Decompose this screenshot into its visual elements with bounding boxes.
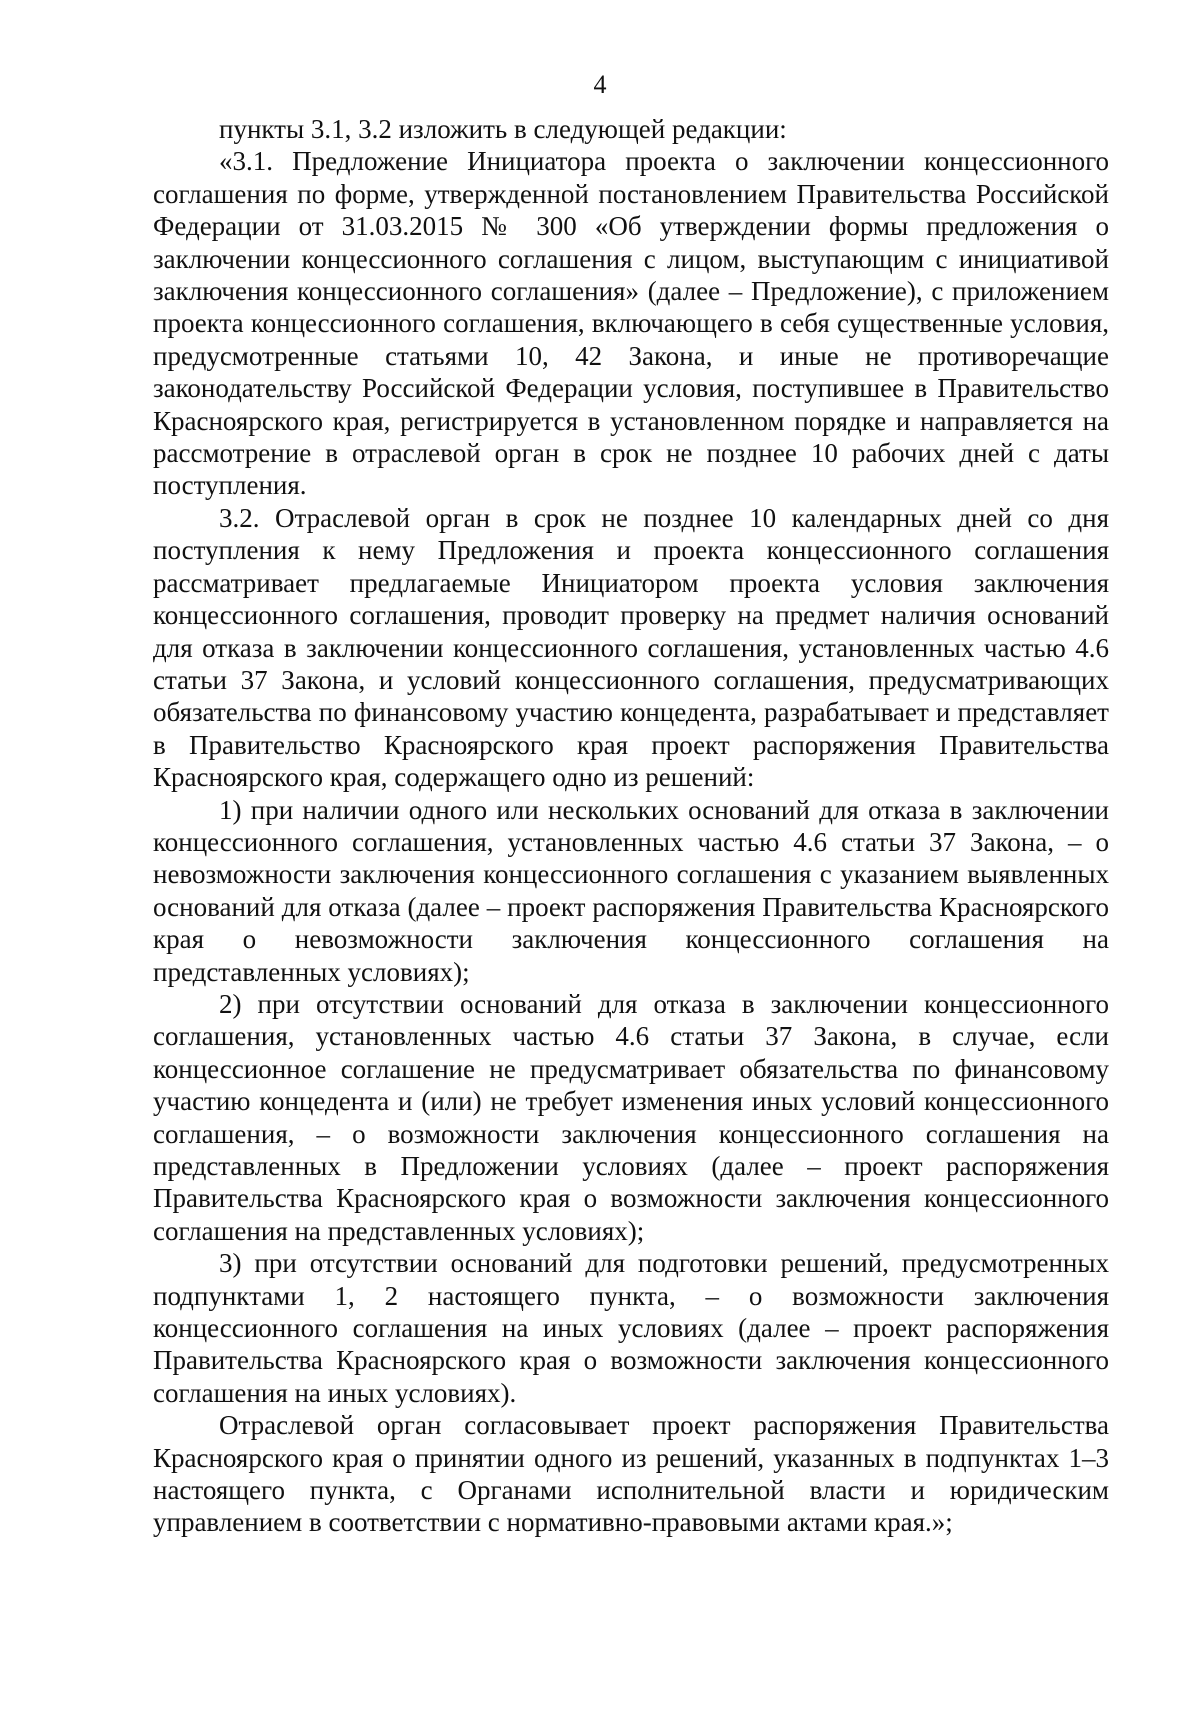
paragraph-3-2: 3.2. Отраслевой орган в срок не позднее 10 календарных дней со дня поступления к нему Предложения и проекта концессионного соглашения рассматривает предлагаемые Инициатором проекта условия заключения концессионного соглашения, проводит проверку на предмет наличия оснований для отказа в заключении концессионного соглашения, установленных частью 4.6 статьи 37 Закона, и условий концессионного соглашения, предусматривающих обязательства по финансовому участию концедента, разрабатывает и представляет в Правительство Красноярского края проект распоряжения Правительства Красноярского края, содержащего одно из решений: (153, 502, 1109, 793)
subparagraph-3: 3) при отсутствии оснований для подготовки решений, предусмотренных подпунктами 1, 2 настоящего пункта, – о возможности заключения концессионного соглашения на иных условиях (далее – проект распоряжения Правительства Красноярского края о возможности заключения концессионного соглашения на иных условиях). (153, 1248, 1109, 1408)
paragraph-3-1: «3.1. Предложение Инициатора проекта о заключении концессионного соглашения по форме, утвержденной постановлением Правительства Российской Федерации от 31.03.2015 № 300 «Об утверждении формы предложения о заключении концессионного соглашения с лицом, выступающим с инициативой заключения концессионного соглашения» (далее – Предложение), с приложением проекта концессионного соглашения, включающего в себя существенные условия, предусмотренные статьями 10, 42 Закона, и иные не противоречащие законодательству Российской Федерации условия, поступившее в Правительство Красноярского края, регистрируется в установленном порядке и направляется на рассмотрение в отраслевой орган в срок не позднее 10 рабочих дней с даты поступления. (153, 146, 1109, 501)
document-body (153, 113, 1109, 1539)
paragraph-approval: Отраслевой орган согласовывает проект распоряжения Правительства Красноярского края о принятии одного из решений, указанных в подпунктах 1–3 настоящего пункта, с Органами исполнительной власти и юридическим управлением в соответствии с нормативно-правовыми актами края.»; (153, 1410, 1109, 1538)
page-number: 4 (593, 70, 607, 99)
subparagraph-2: 2) при отсутствии оснований для отказа в заключении концессионного соглашения, установленных частью 4.6 статьи 37 Закона, в случае, если концессионное соглашение не предусматривает обязательства по финансовому участию концедента и (или) не требует изменения иных условий концессионного соглашения, – о возможности заключения концессионного соглашения на представленных в Предложении условиях (далее – проект распоряжения Правительства Красноярского края о возможности заключения концессионного соглашения на представленных условиях); (153, 988, 1109, 1246)
paragraph-intro: пункты 3.1, 3.2 изложить в следующей редакции: (219, 114, 787, 144)
subparagraph-1: 1) при наличии одного или нескольких оснований для отказа в заключении концессионного соглашения, установленных частью 4.6 статьи 37 Закона, – о невозможности заключения концессионного соглашения с указанием выявленных оснований для отказа (далее – проект распоряжения Правительства Красноярского края о невозможности заключения концессионного соглашения на представленных условиях); (153, 794, 1109, 987)
